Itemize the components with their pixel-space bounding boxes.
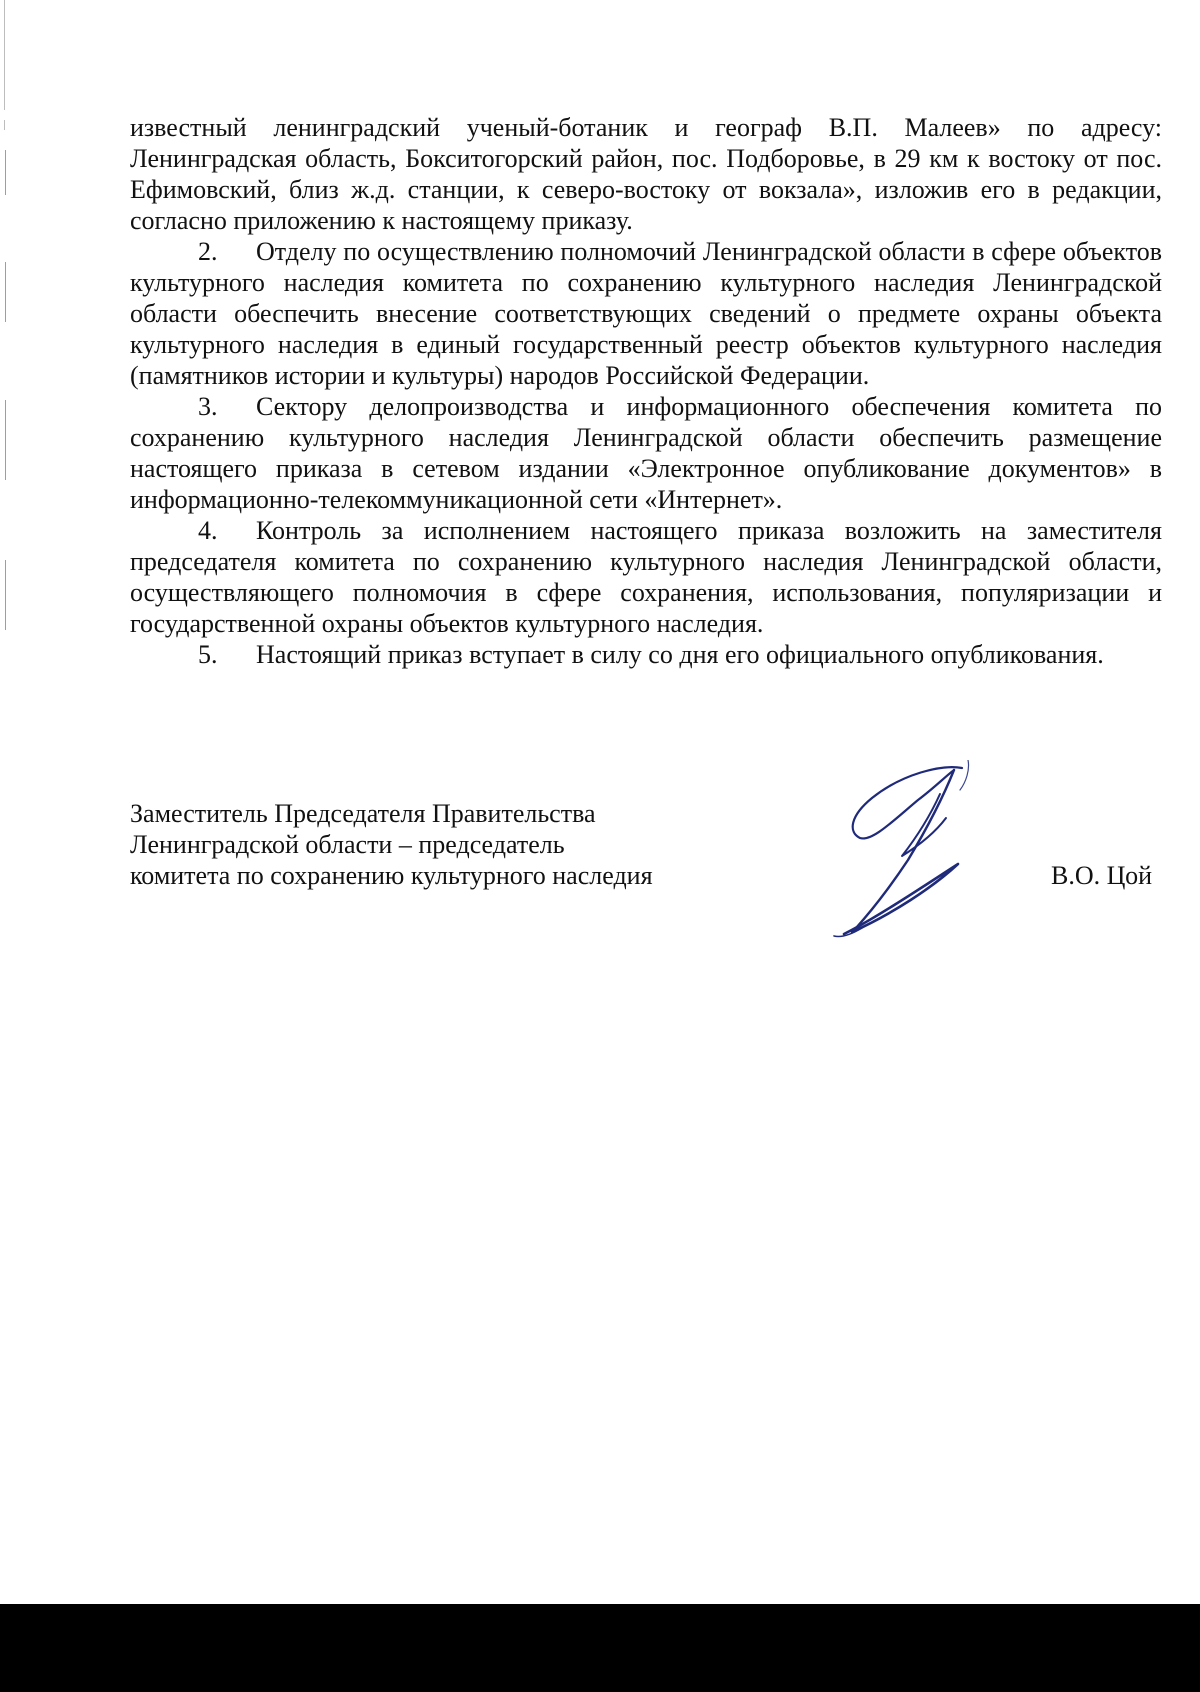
paragraph-text: Отделу по осуществлению полномочий Ленинградской области в сфере объектов культурного наследия комитета по сохранению культурного наследия Ленинградской области обеспечить внесение соответствующих сведений о предмете охраны объекта культурного наследия в единый государственный реестр объектов культурного наследия (памятников истории и культуры) народов Российской Федерации. — [130, 237, 1162, 390]
signer-name: В.О. Цой — [1051, 861, 1152, 890]
paragraph-number: 2. — [198, 237, 218, 266]
paragraph-2 — [130, 236, 1162, 391]
paragraph-5 — [130, 639, 1162, 670]
scan-bottom-band — [0, 1604, 1200, 1692]
document-body — [130, 112, 1162, 670]
paragraph-number: 5. — [198, 640, 218, 669]
paragraph-3 — [130, 391, 1162, 515]
signature-block — [130, 798, 1162, 948]
paragraph-text: Сектору делопроизводства и информационного обеспечения комитета по сохранению культурного наследия Ленинградской области обеспечить размещение настоящего приказа в сетевом издании «Электронное опубликование документов» в информационно-телекоммуникационной сети «Интернет». — [130, 392, 1162, 514]
signer-position-line: Заместитель Председателя Правительства — [130, 799, 596, 828]
handwritten-signature — [822, 760, 982, 940]
signer-position — [130, 798, 730, 891]
paragraph-text: известный ленинградский ученый-ботаник и географ В.П. Малеев» по адресу: Ленинградская область, Бокситогорский район, пос. Подборовье, в 29 км к востоку от пос. Ефимовский, близ ж.д. станции, к северо-востоку от вокзала», изложив его в редакции, согласно приложению к настоящему приказу. — [130, 113, 1162, 235]
signer-position-line: комитета по сохранению культурного наследия — [130, 861, 653, 890]
paragraph-number: 4. — [198, 516, 218, 545]
paragraph-1-continuation — [130, 112, 1162, 236]
signer-position-line: Ленинградской области – председатель — [130, 830, 565, 859]
paragraph-number: 3. — [198, 392, 218, 421]
paragraph-text: Настоящий приказ вступает в силу со дня его официального опубликования. — [256, 640, 1104, 669]
paragraph-4 — [130, 515, 1162, 639]
scan-edge-mark — [4, 0, 7, 1600]
paragraph-text: Контроль за исполнением настоящего приказа возложить на заместителя председателя комитета по сохранению культурного наследия Ленинградской области, осуществляющего полномочия в сфере сохранения, использования, популяризации и государственной охраны объектов культурного наследия. — [130, 516, 1162, 638]
